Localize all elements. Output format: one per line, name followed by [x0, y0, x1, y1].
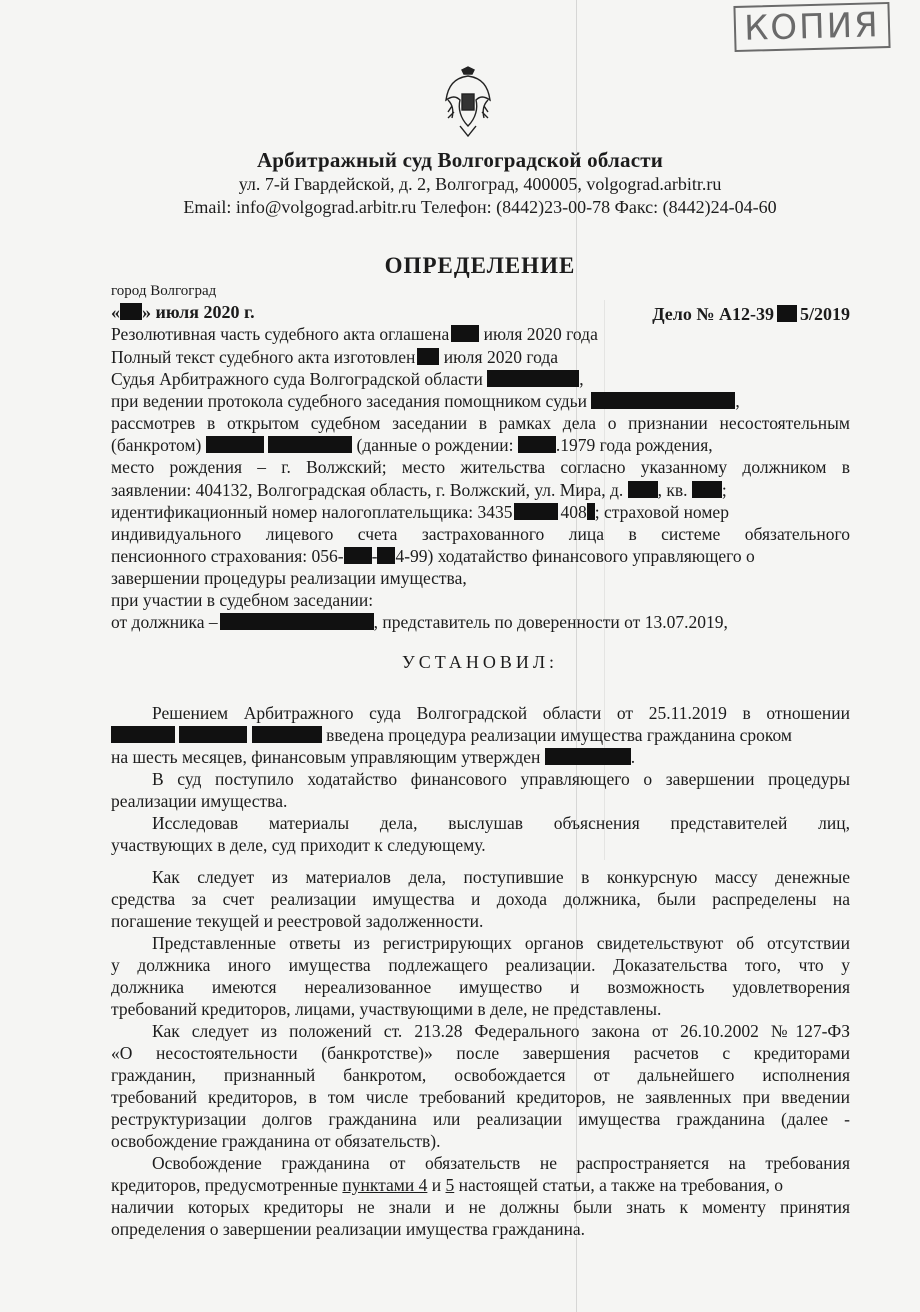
intro-line: от должника – , представитель по доверенности от 13.07.2019, [111, 612, 728, 632]
paragraph-line: участвующих в деле, суд приходит к следующему. [111, 835, 486, 855]
court-address: ул. 7-й Гвардейской, д. 2, Волгоград, 400005, volgograd.arbitr.ru [238, 174, 722, 194]
paragraph-line: определения о завершении реализации имущества гражданина. [111, 1219, 585, 1239]
intro-line: пенсионного страхования: 056- - 4-99) ходатайство финансового управляющего о [111, 546, 755, 566]
established-heading: УСТАНОВИЛ: [401, 652, 559, 672]
redaction-block [377, 547, 395, 564]
case-number: Дело № А12-39 5/2019 [652, 304, 850, 324]
paragraph-line: требований кредиторов, в том числе требований кредиторов, не заявленных при введении [111, 1087, 850, 1107]
paragraph-line: средства за счет реализации имущества и дохода должника, были распределены на [111, 889, 850, 909]
intro-line: Резолютивная часть судебного акта оглашена июля 2020 года [111, 324, 598, 344]
paragraph-line: реструктуризации долгов гражданина или реализации имущества гражданина (далее - [111, 1109, 850, 1129]
intro-line: рассмотрев в открытом судебном заседании в рамках дела о признании несостоятельным [111, 413, 850, 433]
russian-coat-of-arms-icon [444, 66, 492, 138]
document-title: ОПРЕДЕЛЕНИЕ [384, 253, 576, 278]
intro-line: индивидуального лицевого счета застрахованного лица в системе обязательного [111, 524, 850, 544]
intro-line: место рождения – г. Волжский; место жительства согласно указанному должником в [111, 457, 850, 477]
intro-line: завершении процедуры реализации имущества, [111, 568, 467, 588]
paragraph-line: «О несостоятельности (банкротстве)» после завершения расчетов с кредиторами [111, 1043, 850, 1063]
redaction-block [628, 481, 658, 498]
redaction-block [545, 748, 631, 765]
intro-line: (банкротом) (данные о рождении: .1979 года рождения, [111, 435, 713, 455]
paragraph-line: освобождение гражданина от обязательств). [111, 1131, 441, 1151]
redaction-block [587, 503, 595, 520]
intro-line: Судья Арбитражного суда Волгоградской области , [111, 369, 584, 389]
court-contacts: Email: info@volgograd.arbitr.ru Телефон: (8442)23-00-78 Факс: (8442)24-04-60 [183, 197, 777, 217]
intro-line: заявлении: 404132, Волгоградская область, г. Волжский, ул. Мира, д. , кв. ; [111, 480, 727, 500]
redaction-block [111, 726, 175, 743]
paragraph-line: Освобождение гражданина от обязательств не распространяется на требования [152, 1153, 850, 1173]
redaction-block [518, 436, 556, 453]
paragraph-line: введена процедура реализации имущества гражданина сроком [111, 724, 792, 746]
city: город Волгоград [111, 283, 217, 299]
paragraph-line: гражданин, признанный банкротом, освобождается от дальнейшего исполнения [111, 1065, 850, 1085]
paragraph-line: должника имеются нереализованное имущество и возможность удовлетворения [111, 977, 850, 997]
paragraph-line: реализации имущества. [111, 791, 288, 811]
law-reference-link[interactable]: пунктами 4 [342, 1175, 428, 1195]
redaction-block [206, 436, 264, 453]
paragraph-line: наличии которых кредиторы не знали и не должны были знать к моменту принятия [111, 1197, 850, 1217]
paragraph-line: Исследовав материалы дела, выслушав объяснения представителей лиц, [152, 813, 850, 833]
paragraph-line: Как следует из положений ст. 213.28 Федерального закона от 26.10.2002 №127-ФЗ [152, 1021, 850, 1041]
copy-stamp: КОПИЯ [733, 2, 890, 52]
paragraph-line: на шесть месяцев, финансовым управляющим утвержден . [111, 747, 636, 767]
paragraph-line: Представленные ответы из регистрирующих органов свидетельствуют об отсутствии [152, 933, 850, 953]
redaction-block [451, 325, 479, 342]
paragraph-line: В суд поступило ходатайство финансового управляющего о завершении процедуры [152, 769, 850, 789]
redaction-block [692, 481, 722, 498]
intro-line: идентификационный номер налогоплательщика: 3435 408 ; страховой номер [111, 502, 729, 522]
redaction-block [417, 348, 439, 365]
law-reference-link[interactable]: 5 [445, 1175, 455, 1195]
paragraph-line: Решением Арбитражного суда Волгоградской области от 25.11.2019 в отношении [152, 703, 850, 723]
paragraph-line: кредиторов, предусмотренные пунктами 4 и 5 настоящей статьи, а также на требования, о [111, 1175, 783, 1195]
paragraph-line: требований кредиторов, лицами, участвующими в деле, не представлены. [111, 999, 662, 1019]
redaction-block [220, 613, 374, 630]
paragraph-line: у должника иного имущества подлежащего реализации. Доказательства того, что у [111, 955, 850, 975]
redaction-block [120, 303, 142, 320]
intro-line: Полный текст судебного акта изготовлен июля 2020 года [111, 347, 558, 367]
court-name: Арбитражный суд Волгоградской области [256, 148, 664, 172]
paragraph-line: Как следует из материалов дела, поступившие в конкурсную массу денежные [152, 867, 850, 887]
intro-line: при ведении протокола судебного заседания помощником судьи , [111, 391, 740, 411]
decision-date: « » июля 2020 г. [111, 302, 255, 322]
redaction-block [344, 547, 372, 564]
redaction-block [591, 392, 735, 409]
redaction-block [514, 503, 558, 520]
intro-line: при участии в судебном заседании: [111, 590, 374, 610]
redaction-block [777, 305, 797, 322]
redaction-block [179, 726, 247, 743]
redaction-block [252, 726, 322, 743]
paragraph-line: погашение текущей и реестровой задолженности. [111, 911, 484, 931]
redaction-block [268, 436, 352, 453]
redaction-block [487, 370, 579, 387]
